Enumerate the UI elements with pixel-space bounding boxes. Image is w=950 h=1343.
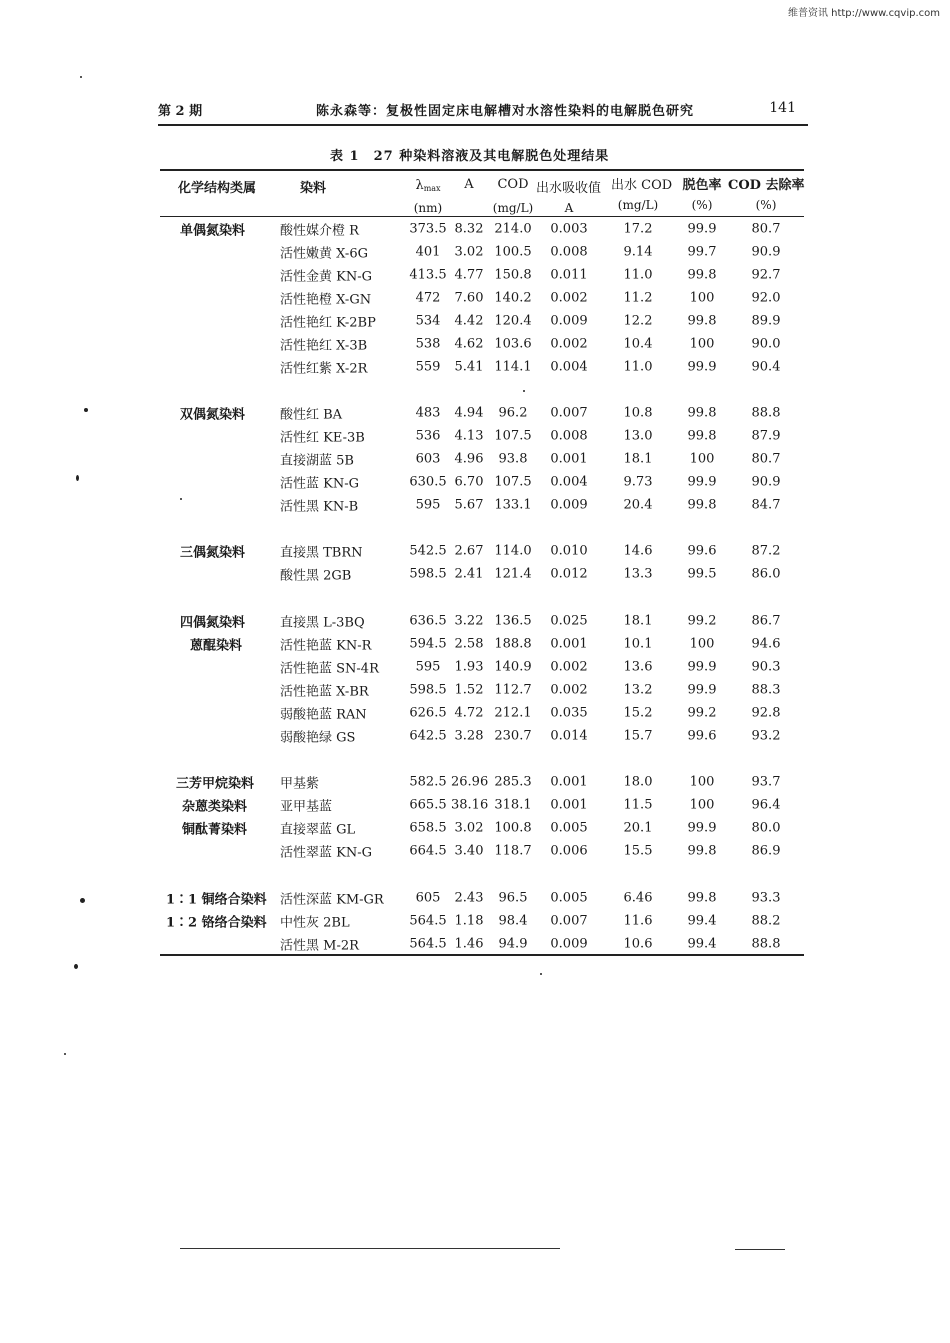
cell-cod-removal: 87.2 (751, 543, 781, 559)
cell-a: 1.18 (454, 913, 484, 929)
cell-lambda: 598.5 (409, 682, 447, 698)
header-lambda: $\lambda_{max}$ (415, 178, 441, 193)
cell-cod-removal: 80.7 (751, 221, 781, 237)
cell-out-cod: 10.1 (623, 636, 653, 652)
cell-decolor: 100 (689, 774, 715, 790)
cell-out-cod: 10.8 (623, 405, 653, 421)
cell-decolor: 99.8 (687, 428, 717, 444)
cell-decolor: 99.8 (687, 890, 717, 906)
cell-out-cod: 11.5 (623, 797, 653, 813)
cell-cod-removal: 90.0 (751, 336, 781, 352)
cell-out-cod: 14.6 (623, 543, 653, 559)
cell-a: 5.67 (454, 497, 484, 513)
cell-a: 4.13 (454, 428, 484, 444)
cell-a: 7.60 (454, 290, 484, 306)
cell-out-cod: 15.2 (623, 705, 653, 721)
cell-lambda: 630.5 (409, 474, 447, 490)
page-number: 141 (769, 100, 796, 116)
cell-cod: 285.3 (494, 774, 532, 790)
cell-out-abs: 0.009 (550, 936, 588, 952)
header-out-abs: 出水吸收值 (536, 181, 602, 196)
cell-dye: 活性艳蓝 X-BR (280, 684, 369, 700)
table-header-rule (160, 216, 804, 217)
cell-a: 38.16 (451, 797, 489, 813)
header-cod-removal: COD 去除率 (728, 178, 805, 193)
header-class: 化学结构类属 (178, 181, 257, 196)
scan-speck (523, 390, 525, 392)
cell-a: 4.94 (454, 405, 484, 421)
cell-decolor: 100 (689, 290, 715, 306)
cell-class: 双偶氮染料 (180, 407, 246, 423)
cell-cod-removal: 93.2 (751, 728, 781, 744)
cell-cod-removal: 80.0 (751, 820, 781, 836)
cell-a: 4.62 (454, 336, 484, 352)
cell-cod: 94.9 (498, 936, 528, 952)
cell-cod-removal: 92.8 (751, 705, 781, 721)
cell-dye: 活性嫩黄 X-6G (280, 246, 368, 262)
cell-out-abs: 0.009 (550, 313, 588, 329)
cell-cod-removal: 86.9 (751, 843, 781, 859)
cell-cod-removal: 90.4 (751, 359, 781, 375)
cell-dye: 酸性红 BA (280, 407, 343, 423)
cell-a: 4.72 (454, 705, 484, 721)
cell-a: 8.32 (454, 221, 484, 237)
cell-a: 4.42 (454, 313, 484, 329)
cell-out-abs: 0.005 (550, 890, 588, 906)
cell-out-abs: 0.035 (550, 705, 588, 721)
cell-decolor: 100 (689, 451, 715, 467)
cell-a: 1.93 (454, 659, 484, 675)
cell-cod: 121.4 (494, 566, 532, 582)
issue-number: 第 2 期 (158, 104, 203, 119)
cell-dye: 甲基紫 (280, 776, 320, 792)
cell-out-cod: 15.5 (623, 843, 653, 859)
cell-lambda: 636.5 (409, 613, 447, 629)
cell-out-cod: 10.6 (623, 936, 653, 952)
cell-cod-removal: 84.7 (751, 497, 781, 513)
cell-lambda: 483 (415, 405, 441, 421)
cell-out-cod: 11.0 (623, 359, 653, 375)
scan-speck (74, 964, 78, 969)
cell-lambda: 472 (415, 290, 441, 306)
cell-out-abs: 0.002 (550, 682, 588, 698)
cell-dye: 活性艳红 K-2BP (280, 315, 376, 331)
cell-cod: 114.0 (494, 543, 532, 559)
cell-a: 6.70 (454, 474, 484, 490)
cell-lambda: 665.5 (409, 797, 447, 813)
cell-a: 4.96 (454, 451, 484, 467)
cell-lambda: 594.5 (409, 636, 447, 652)
cell-lambda: 582.5 (409, 774, 447, 790)
cell-a: 3.22 (454, 613, 484, 629)
cell-out-abs: 0.001 (550, 774, 588, 790)
cell-lambda: 658.5 (409, 820, 447, 836)
scan-speck (64, 1053, 66, 1055)
cell-class: 四偶氮染料 (180, 615, 246, 631)
cell-dye: 直接黑 TBRN (280, 545, 363, 561)
cell-out-abs: 0.005 (550, 820, 588, 836)
cell-dye: 活性深蓝 KM-GR (280, 892, 384, 908)
cell-cod: 140.2 (494, 290, 532, 306)
cell-lambda: 603 (415, 451, 441, 467)
cell-cod: 318.1 (494, 797, 532, 813)
cell-out-abs: 0.014 (550, 728, 588, 744)
header-a: A (464, 177, 474, 192)
cell-dye: 酸性媒介橙 R (280, 223, 359, 239)
cell-class: 杂蒽类染料 (182, 799, 248, 815)
cell-a: 2.43 (454, 890, 484, 906)
cell-decolor: 99.8 (687, 497, 717, 513)
cell-a: 4.77 (454, 267, 484, 283)
cell-out-abs: 0.001 (550, 451, 588, 467)
cell-cod: 112.7 (494, 682, 532, 698)
cell-dye: 活性艳蓝 KN-R (280, 638, 372, 654)
cell-cod-removal: 80.7 (751, 451, 781, 467)
cell-out-abs: 0.004 (550, 359, 588, 375)
cell-lambda: 564.5 (409, 913, 447, 929)
cell-lambda: 598.5 (409, 566, 447, 582)
header-decolor-unit: (%) (691, 198, 713, 212)
cell-dye: 活性黑 M-2R (280, 938, 359, 954)
cell-cod-removal: 90.3 (751, 659, 781, 675)
cell-cod-removal: 86.0 (751, 566, 781, 582)
header-cod: COD (497, 177, 529, 192)
cell-out-abs: 0.009 (550, 497, 588, 513)
scan-speck (84, 408, 88, 412)
cell-decolor: 99.8 (687, 267, 717, 283)
cell-decolor: 99.2 (687, 613, 717, 629)
cell-decolor: 100 (689, 636, 715, 652)
cell-dye: 活性金黄 KN-G (280, 269, 372, 285)
header-out-abs-unit: A (564, 201, 574, 215)
cell-class: 三偶氮染料 (180, 545, 246, 561)
cell-cod: 118.7 (494, 843, 532, 859)
cell-dye: 亚甲基蓝 (280, 799, 333, 815)
cell-lambda: 626.5 (409, 705, 447, 721)
cell-out-abs: 0.002 (550, 659, 588, 675)
cell-out-abs: 0.011 (550, 267, 588, 283)
cell-lambda: 564.5 (409, 936, 447, 952)
cell-lambda: 595 (415, 659, 441, 675)
cell-cod: 98.4 (498, 913, 528, 929)
footer-line (180, 1248, 560, 1249)
cell-decolor: 99.5 (687, 566, 717, 582)
cell-cod-removal: 96.4 (751, 797, 781, 813)
cell-a: 1.52 (454, 682, 484, 698)
cell-dye: 直接湖蓝 5B (280, 453, 354, 469)
cell-out-cod: 11.6 (623, 913, 653, 929)
cell-cod-removal: 90.9 (751, 244, 781, 260)
table-top-rule (160, 169, 804, 171)
cell-cod-removal: 89.9 (751, 313, 781, 329)
cell-a: 3.28 (454, 728, 484, 744)
cell-lambda: 642.5 (409, 728, 447, 744)
header-decolor: 脱色率 (682, 178, 722, 193)
cell-out-cod: 15.7 (623, 728, 653, 744)
cell-a: 1.46 (454, 936, 484, 952)
cell-decolor: 99.6 (687, 543, 717, 559)
cell-lambda: 664.5 (409, 843, 447, 859)
cell-class: 蒽醌染料 (190, 638, 243, 654)
cell-out-cod: 11.0 (623, 267, 653, 283)
cell-dye: 活性红紫 X-2R (280, 361, 368, 377)
cell-out-abs: 0.007 (550, 405, 588, 421)
watermark: 维普资讯 http://www.cqvip.com (787, 8, 940, 19)
cell-dye: 直接黑 L-3BQ (280, 615, 365, 631)
cell-a: 3.40 (454, 843, 484, 859)
cell-out-abs: 0.001 (550, 797, 588, 813)
cell-cod: 120.4 (494, 313, 532, 329)
cell-out-cod: 20.1 (623, 820, 653, 836)
cell-decolor: 99.9 (687, 682, 717, 698)
cell-dye: 活性蓝 KN-G (280, 476, 359, 492)
cell-out-cod: 13.0 (623, 428, 653, 444)
cell-out-abs: 0.001 (550, 636, 588, 652)
cell-dye: 活性艳橙 X-GN (280, 292, 372, 308)
cell-cod: 96.5 (498, 890, 528, 906)
cell-decolor: 99.7 (687, 244, 717, 260)
scan-speck (540, 973, 542, 975)
cell-out-abs: 0.006 (550, 843, 588, 859)
cell-cod: 107.5 (494, 428, 532, 444)
cell-out-cod: 13.2 (623, 682, 653, 698)
cell-lambda: 373.5 (409, 221, 447, 237)
cell-lambda: 559 (415, 359, 441, 375)
cell-lambda: 413.5 (409, 267, 447, 283)
cell-dye: 活性黑 KN-B (280, 499, 359, 515)
cell-a: 2.41 (454, 566, 484, 582)
cell-cod: 100.5 (494, 244, 532, 260)
header-cod-unit: (mg/L) (492, 201, 534, 215)
cell-cod: 133.1 (494, 497, 532, 513)
cell-decolor: 99.9 (687, 659, 717, 675)
cell-cod: 150.8 (494, 267, 532, 283)
cell-out-abs: 0.004 (550, 474, 588, 490)
header-dye: 染料 (300, 181, 327, 196)
cell-decolor: 99.4 (687, 913, 717, 929)
cell-out-cod: 20.4 (623, 497, 653, 513)
cell-cod: 212.1 (494, 705, 532, 721)
cell-lambda: 595 (415, 497, 441, 513)
cell-out-abs: 0.002 (550, 336, 588, 352)
cell-decolor: 99.8 (687, 843, 717, 859)
cell-cod: 100.8 (494, 820, 532, 836)
cell-out-cod: 18.1 (623, 451, 653, 467)
cell-cod: 214.0 (494, 221, 532, 237)
cell-out-cod: 13.6 (623, 659, 653, 675)
cell-class: 铜酞菁染料 (182, 822, 248, 838)
header-lambda-unit: (nm) (413, 201, 443, 215)
cell-lambda: 401 (415, 244, 441, 260)
cell-out-abs: 0.010 (550, 543, 588, 559)
cell-dye: 活性艳蓝 SN-4R (280, 661, 379, 677)
running-head (158, 100, 806, 122)
cell-out-abs: 0.008 (550, 244, 588, 260)
cell-out-cod: 12.2 (623, 313, 653, 329)
cell-lambda: 534 (415, 313, 441, 329)
cell-cod: 140.9 (494, 659, 532, 675)
cell-dye: 弱酸艳蓝 RAN (280, 707, 367, 723)
table-caption: 表 1 27 种染料溶液及其电解脱色处理结果 (330, 149, 610, 164)
cell-cod-removal: 92.7 (751, 267, 781, 283)
cell-cod: 114.1 (494, 359, 532, 375)
cell-cod-removal: 87.9 (751, 428, 781, 444)
header-out-cod-unit: (mg/L) (617, 198, 659, 212)
cell-lambda: 605 (415, 890, 441, 906)
cell-decolor: 100 (689, 336, 715, 352)
cell-out-abs: 0.003 (550, 221, 588, 237)
cell-out-abs: 0.008 (550, 428, 588, 444)
cell-out-abs: 0.012 (550, 566, 588, 582)
cell-out-cod: 13.3 (623, 566, 653, 582)
cell-cod: 188.8 (494, 636, 532, 652)
cell-dye: 中性灰 2BL (280, 915, 350, 931)
cell-cod-removal: 88.3 (751, 682, 781, 698)
cell-cod-removal: 94.6 (751, 636, 781, 652)
cell-dye: 酸性黑 2GB (280, 568, 352, 584)
cell-cod: 107.5 (494, 474, 532, 490)
cell-out-cod: 17.2 (623, 221, 653, 237)
scan-speck (76, 475, 79, 481)
cell-cod: 230.7 (494, 728, 532, 744)
cell-cod: 93.8 (498, 451, 528, 467)
cell-decolor: 99.4 (687, 936, 717, 952)
scan-speck (180, 498, 182, 500)
cell-decolor: 99.2 (687, 705, 717, 721)
cell-a: 3.02 (454, 244, 484, 260)
cell-lambda: 536 (415, 428, 441, 444)
cell-a: 5.41 (454, 359, 484, 375)
header-cod-removal-unit: (%) (755, 198, 777, 212)
cell-decolor: 99.8 (687, 313, 717, 329)
cell-cod-removal: 88.8 (751, 936, 781, 952)
cell-out-cod: 18.0 (623, 774, 653, 790)
cell-dye: 弱酸艳绿 GS (280, 730, 356, 746)
cell-class: 1∶1 铜络合染料 (166, 892, 267, 908)
scan-speck (80, 898, 85, 903)
cell-a: 2.58 (454, 636, 484, 652)
cell-cod: 136.5 (494, 613, 532, 629)
scan-speck (80, 76, 82, 78)
article-title: 陈永森等：复极性固定床电解槽对水溶性染料的电解脱色研究 (316, 104, 695, 119)
cell-decolor: 100 (689, 797, 715, 813)
table-bottom-rule (160, 954, 804, 956)
cell-out-abs: 0.002 (550, 290, 588, 306)
cell-decolor: 99.9 (687, 359, 717, 375)
cell-cod-removal: 90.9 (751, 474, 781, 490)
cell-dye: 活性翠蓝 KN-G (280, 845, 372, 861)
cell-a: 2.67 (454, 543, 484, 559)
cell-decolor: 99.9 (687, 474, 717, 490)
cell-decolor: 99.9 (687, 221, 717, 237)
cell-class: 三芳甲烷染料 (176, 776, 255, 792)
cell-dye: 活性红 KE-3B (280, 430, 365, 446)
cell-a: 26.96 (451, 774, 489, 790)
cell-decolor: 99.9 (687, 820, 717, 836)
header-out-cod: 出水 COD (611, 178, 673, 193)
cell-class: 1∶2 铬络合染料 (166, 915, 267, 931)
cell-out-cod: 9.14 (623, 244, 653, 260)
cell-out-cod: 18.1 (623, 613, 653, 629)
cell-cod: 96.2 (498, 405, 528, 421)
cell-out-cod: 11.2 (623, 290, 653, 306)
cell-decolor: 99.6 (687, 728, 717, 744)
cell-cod-removal: 93.3 (751, 890, 781, 906)
cell-dye: 直接翠蓝 GL (280, 822, 356, 838)
cell-cod-removal: 93.7 (751, 774, 781, 790)
header-rule (158, 124, 808, 126)
cell-dye: 活性艳红 X-3B (280, 338, 368, 354)
cell-a: 3.02 (454, 820, 484, 836)
cell-out-cod: 9.73 (623, 474, 653, 490)
cell-cod-removal: 86.7 (751, 613, 781, 629)
footer-line-right (735, 1249, 785, 1250)
cell-cod-removal: 92.0 (751, 290, 781, 306)
cell-class: 单偶氮染料 (180, 223, 246, 239)
cell-out-cod: 6.46 (623, 890, 653, 906)
cell-lambda: 542.5 (409, 543, 447, 559)
cell-decolor: 99.8 (687, 405, 717, 421)
cell-out-abs: 0.007 (550, 913, 588, 929)
cell-cod: 103.6 (494, 336, 532, 352)
cell-cod-removal: 88.2 (751, 913, 781, 929)
cell-out-abs: 0.025 (550, 613, 588, 629)
cell-cod-removal: 88.8 (751, 405, 781, 421)
cell-out-cod: 10.4 (623, 336, 653, 352)
cell-lambda: 538 (415, 336, 441, 352)
